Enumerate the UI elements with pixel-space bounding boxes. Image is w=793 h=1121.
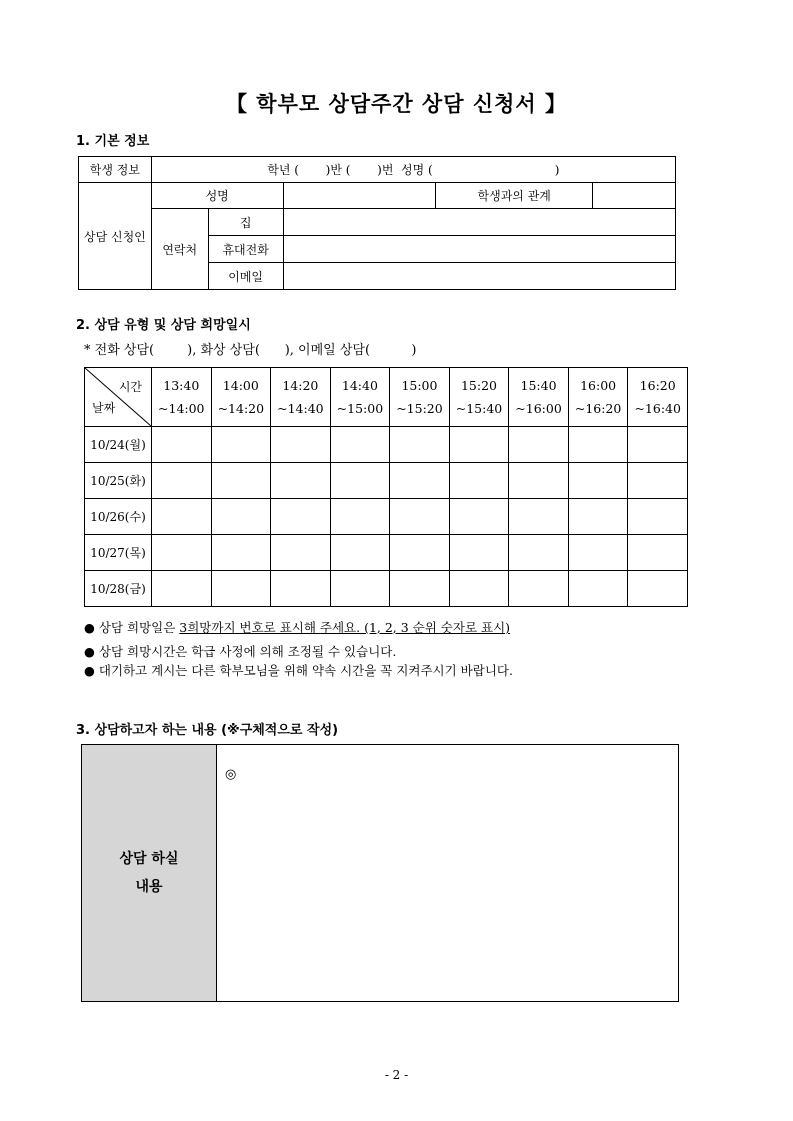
schedule-cell[interactable] [330, 427, 390, 463]
time-slot-end: ~14:00 [158, 401, 205, 416]
schedule-row [85, 571, 688, 607]
time-slot-end: ~15:00 [336, 401, 384, 416]
schedule-cell[interactable] [509, 571, 569, 607]
time-slot-start: 13:40 [163, 378, 200, 393]
schedule-cell[interactable] [211, 427, 271, 463]
schedule-cell[interactable] [271, 535, 331, 571]
consult-type-line: * 전화 상담( ), 화상 상담( ), 이메일 상담( ) [84, 343, 417, 358]
page-title: 【 학부모 상담주간 상담 신청서 】 [226, 92, 567, 116]
name-field[interactable] [283, 183, 436, 209]
schedule-cell[interactable] [509, 463, 569, 499]
time-slot-header [568, 368, 628, 427]
schedule-cell[interactable] [330, 463, 390, 499]
time-slot-start: 14:40 [341, 378, 378, 393]
student-info-field[interactable]: 학년 ( )반 ( )번 성명 ( ) [151, 157, 675, 183]
date-label: 10/24(월) [85, 427, 152, 463]
mobile-phone-field[interactable] [283, 236, 675, 263]
schedule-cell[interactable] [152, 427, 212, 463]
schedule-row [85, 499, 688, 535]
schedule-cell[interactable] [390, 427, 450, 463]
time-slot-start: 15:20 [460, 378, 498, 393]
corner-date-label: 날짜 [92, 401, 116, 415]
time-slot-header [390, 368, 450, 427]
content-field[interactable] [217, 745, 679, 1002]
schedule-cell[interactable] [628, 499, 688, 535]
date-label: 10/28(금) [85, 571, 152, 607]
schedule-row [85, 427, 688, 463]
schedule-cell[interactable] [330, 535, 390, 571]
schedule-cell[interactable] [152, 499, 212, 535]
schedule-cell[interactable] [211, 463, 271, 499]
time-slot-end: ~15:20 [396, 401, 443, 416]
note-item [84, 618, 513, 637]
schedule-cell[interactable] [211, 535, 271, 571]
schedule-cell[interactable] [271, 499, 331, 535]
time-slot-header [211, 368, 271, 427]
schedule-cell[interactable] [449, 463, 509, 499]
time-slot-start: 15:00 [401, 378, 438, 393]
schedule-cell[interactable] [330, 499, 390, 535]
note-underlined-text: 3희망까지 번호로 표시해 주세요. (1, 2, 3 순위 숫자로 표시) [179, 620, 511, 635]
schedule-cell[interactable] [211, 499, 271, 535]
schedule-cell[interactable] [568, 463, 628, 499]
diagonal-line [85, 368, 151, 426]
time-slot-header [509, 368, 569, 427]
section1-heading: 1. 기본 정보 [76, 134, 150, 149]
time-slot-start: 15:40 [520, 378, 557, 393]
note-text: ● 상담 희망시간은 학급 사정에 의해 조정될 수 있습니다. [84, 644, 397, 659]
content-label [82, 745, 217, 1002]
content-label-line1: 상담 하실 [119, 851, 179, 867]
schedule-cell[interactable] [509, 427, 569, 463]
time-slot-start: 16:20 [639, 378, 676, 393]
relation-label: 학생과의 관계 [436, 183, 593, 209]
schedule-cell[interactable] [628, 427, 688, 463]
schedule-cell[interactable] [271, 463, 331, 499]
note-item [84, 642, 513, 661]
time-slot-start: 14:20 [282, 378, 319, 393]
schedule-cell[interactable] [330, 571, 390, 607]
section3-heading: 3. 상담하고자 하는 내용 (※구체적으로 작성) [76, 723, 339, 738]
notes-list [84, 618, 513, 680]
time-slot-end: ~16:40 [634, 401, 681, 416]
time-slot-header [152, 368, 212, 427]
name-label: 성명 [151, 183, 283, 209]
schedule-cell[interactable] [152, 535, 212, 571]
home-phone-field[interactable] [283, 209, 675, 236]
mobile-label: 휴대전화 [208, 236, 283, 263]
time-slot-header [449, 368, 509, 427]
email-field[interactable] [283, 263, 675, 290]
content-mark: ◎ [225, 767, 237, 782]
home-label: 집 [208, 209, 283, 236]
content-label-line2: 내용 [135, 879, 163, 895]
schedule-cell[interactable] [509, 535, 569, 571]
schedule-cell[interactable] [568, 571, 628, 607]
time-slot-start: 16:00 [580, 378, 617, 393]
time-slot-start: 14:00 [222, 378, 259, 393]
schedule-row [85, 535, 688, 571]
schedule-cell[interactable] [449, 571, 509, 607]
note-text: ● 상담 희망일은 [84, 620, 180, 635]
note-text: ● 대기하고 계시는 다른 학부모님을 위해 약속 시간을 꼭 지켜주시기 바랍니다. [84, 663, 513, 678]
schedule-cell[interactable] [390, 571, 450, 607]
time-slot-end: ~16:00 [515, 401, 562, 416]
time-slot-header [628, 368, 688, 427]
basic-info-table [78, 156, 676, 290]
schedule-cell[interactable] [449, 535, 509, 571]
email-label: 이메일 [208, 263, 283, 290]
schedule-cell[interactable] [390, 463, 450, 499]
schedule-cell[interactable] [628, 463, 688, 499]
student-info-label: 학생 정보 [79, 157, 152, 183]
schedule-cell[interactable] [509, 499, 569, 535]
content-table [81, 744, 679, 1002]
time-slot-end: ~15:40 [455, 401, 503, 416]
schedule-cell[interactable] [271, 427, 331, 463]
schedule-cell[interactable] [568, 499, 628, 535]
schedule-cell[interactable] [568, 535, 628, 571]
time-slot-header [271, 368, 331, 427]
date-label: 10/26(수) [85, 499, 152, 535]
applicant-label: 상담 신청인 [79, 183, 152, 290]
date-label: 10/27(목) [85, 535, 152, 571]
schedule-cell[interactable] [271, 571, 331, 607]
schedule-cell[interactable] [390, 535, 450, 571]
time-slot-header [330, 368, 390, 427]
time-slot-end: ~16:20 [574, 401, 622, 416]
time-slot-end: ~14:20 [217, 401, 265, 416]
schedule-table [84, 367, 688, 607]
contact-label: 연락처 [151, 209, 208, 290]
corner-time-label: 시간 [118, 380, 142, 394]
corner-cell [85, 368, 152, 427]
schedule-cell[interactable] [390, 499, 450, 535]
relation-field[interactable] [593, 183, 676, 209]
section2-heading: 2. 상담 유형 및 상담 희망일시 [76, 318, 251, 333]
schedule-cell[interactable] [449, 427, 509, 463]
schedule-cell[interactable] [628, 571, 688, 607]
schedule-cell[interactable] [628, 535, 688, 571]
schedule-cell[interactable] [568, 427, 628, 463]
page-number: - 2 - [384, 1068, 409, 1082]
note-item [84, 661, 513, 680]
schedule-cell[interactable] [449, 499, 509, 535]
date-label: 10/25(화) [85, 463, 152, 499]
schedule-cell[interactable] [211, 571, 271, 607]
schedule-row [85, 463, 688, 499]
schedule-cell[interactable] [152, 571, 212, 607]
time-slot-end: ~14:40 [277, 401, 324, 416]
schedule-cell[interactable] [152, 463, 212, 499]
